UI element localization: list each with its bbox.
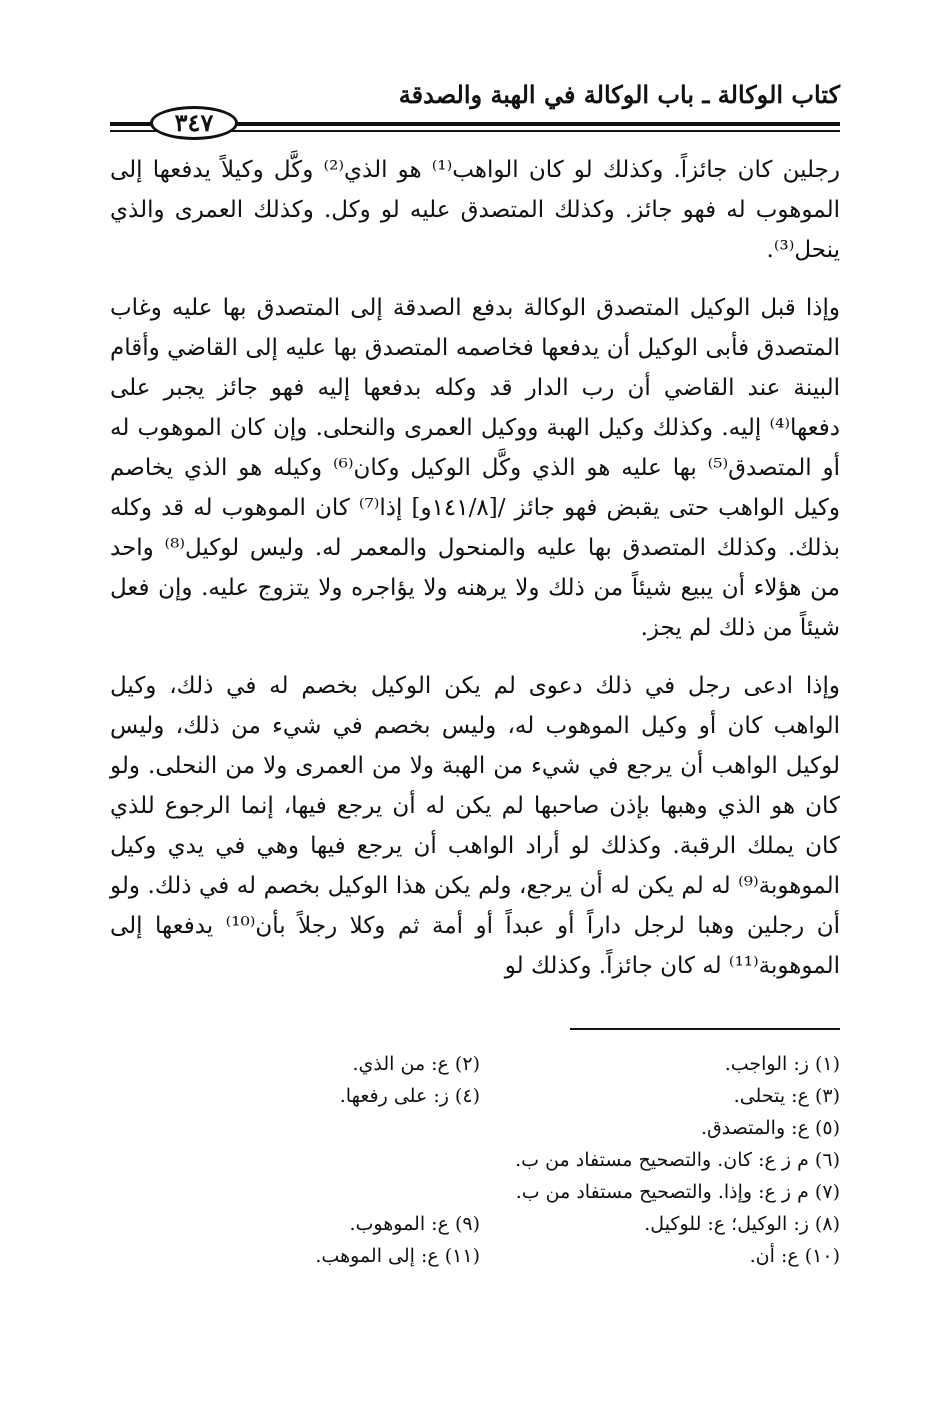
page-header (110, 70, 840, 137)
footnote-4: (٤) ز: على رفعها. (339, 1085, 480, 1107)
footnote-2: (٢) ع: من الذي. (352, 1053, 480, 1075)
running-header-title: كتاب الوكالة ـ باب الوكالة في الهبة والصدقة (398, 80, 840, 109)
paragraph-2: وإذا قبل الوكيل المتصدق الوكالة بدفع الصدقة إلى المتصدق بها عليه وغاب المتصدق فأبى الوكيل أن يدفعها فخاصمه المتصدق بها عليه إلى القاضي وأقام البينة عند القاضي أن رب الدار قد وكله بدفعها إليه فهو جائز يجبر على دفعها⁽⁴⁾ إليه. وكذلك وكيل الهبة ووكيل العمرى والنحلى. وإن كان الموهوب له أو المتصدق⁽⁵⁾ بها عليه هو الذي وكَّل الوكيل وكان⁽⁶⁾ وكيله هو الذي يخاصم وكيل الواهب حتى يقبض فهو جائز /[١٤١/٨و] إذا⁽⁷⁾ كان الموهوب له قد وكله بذلك. وكذلك المتصدق بها عليه والمنحول والمعمر له. وليس لوكيل⁽⁸⁾ واحد من هؤلاء أن يبيع شيئاً من ذلك ولا يرهنه ولا يؤاجره ولا يتزوج عليه. وإن فعل شيئاً من ذلك لم يجز. (110, 295, 840, 641)
footnote-row (110, 1208, 840, 1240)
paragraph-3: وإذا ادعى رجل في ذلك دعوى لم يكن الوكيل بخصم له في ذلك، وكيل الواهب كان أو وكيل الموهوب له، وليس بخصم في شيء من ذلك، وليس لوكيل الواهب أن يرجع في شيء من الهبة ولا من العمرى ولا من النحلى. ولو كان هو الذي وهبها بإذن صاحبها لم يكن له أن يرجع فيها، إنما الرجوع للذي كان يملك الرقبة. وكذلك لو أراد الواهب أن يرجع فيها وهي في يدي وكيل الموهوبة⁽⁹⁾ له لم يكن له أن يرجع، ولم يكن هذا الوكيل بخصم له في ذلك. ولو أن رجلين وهبا لرجل داراً أو عبداً أو أمة ثم وكلا رجلاً بأن⁽¹⁰⁾ يدفعها إلى الموهوبة⁽¹¹⁾ له كان جائزاً. وكذلك لو (110, 673, 840, 979)
footnote-6: (٦) م ز ع: كان. والتصحيح مستفاد من ب. (515, 1149, 840, 1171)
paragraph-1: رجلين كان جائزاً. وكذلك لو كان الواهب⁽¹⁾ هو الذي⁽²⁾ وكَّل وكيلاً يدفعها إلى الموهوب له فهو جائز. وكذلك المتصدق عليه لو وكل. وكذلك العمرى والذي ينحل⁽³⁾. (110, 157, 840, 263)
main-text (110, 150, 840, 986)
footnote-10: (١٠) ع: أن. (749, 1245, 840, 1267)
footnote-3: (٣) ع: يتحلى. (733, 1085, 840, 1107)
footnotes (110, 1048, 840, 1272)
footnote-5: (٥) ع: والمتصدق. (700, 1117, 840, 1139)
footnote-row (110, 1080, 840, 1112)
footnote-1: (١) ز: الواجب. (724, 1053, 840, 1075)
footnote-row (110, 1048, 840, 1080)
page-number-badge: ٣٤٧ (150, 106, 238, 140)
footnote-11: (١١) ع: إلى الموهب. (315, 1245, 480, 1267)
footnote-7: (٧) م ز ع: وإذا. والتصحيح مستفاد من ب. (515, 1181, 840, 1203)
footnote-9: (٩) ع: الموهوب. (349, 1213, 480, 1235)
footnote-row (110, 1240, 840, 1272)
footnote-8: (٨) ز: الوكيل؛ ع: للوكيل. (644, 1213, 840, 1235)
book-page (110, 70, 840, 1272)
footnote-separator (570, 1028, 840, 1030)
